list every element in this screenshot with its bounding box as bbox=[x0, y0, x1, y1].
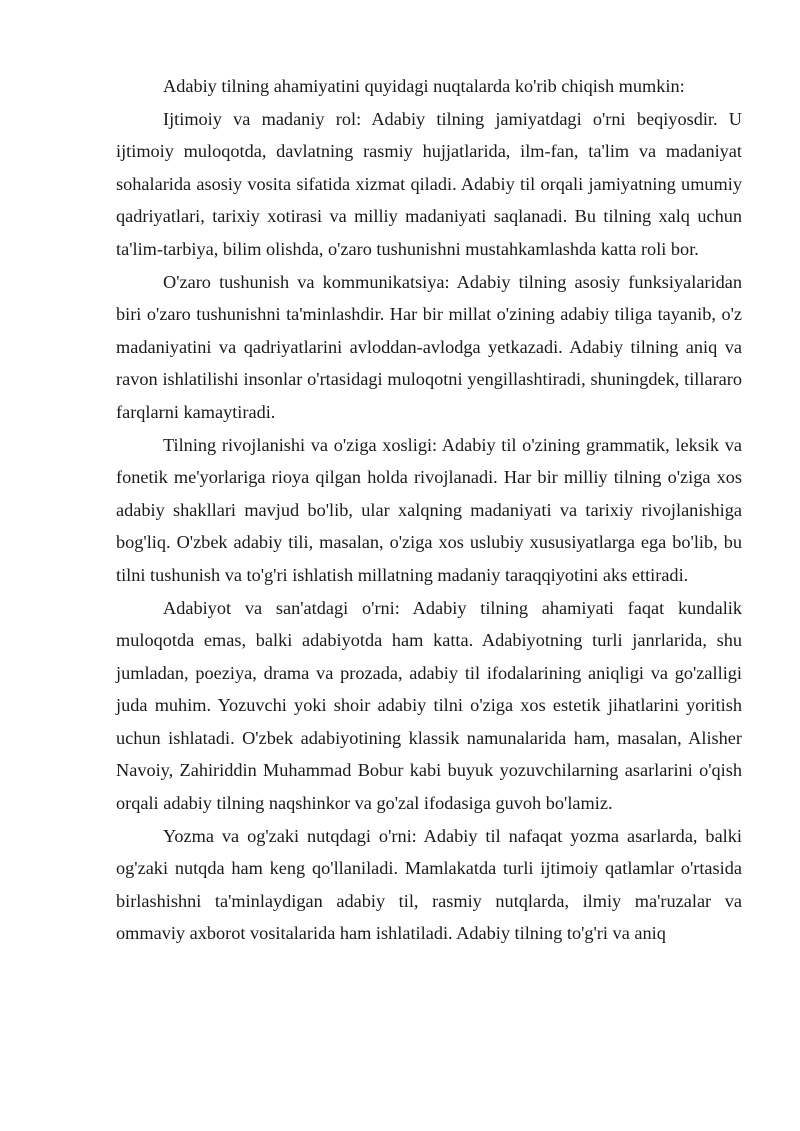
document-page bbox=[116, 70, 742, 950]
paragraph-literature-art: Adabiyot va san'atdagi o'rni: Adabiy tilning ahamiyati faqat kundalik muloqotda emas, balki adabiyotda ham katta. Adabiyotning turli janrlarida, shu jumladan, poeziya, drama va prozada, adabiy til ifodalarining aniqligi va go'zalligi juda muhim. Yozuvchi yoki shoir adabiy tilni o'ziga xos estetik jihatlarini yoritish uchun ishlatadi. O'zbek adabiyotining klassik namunalarida ham, masalan, Alisher Navoiy, Zahiriddin Muhammad Bobur kabi buyuk yozuvchilarning asarlarini o'qish orqali adabiy tilning naqshinkor va go'zal ifodasiga guvoh bo'lamiz. bbox=[116, 597, 742, 814]
paragraph-intro: Adabiy tilning ahamiyatini quyidagi nuqtalarda ko'rib chiqish mumkin: bbox=[163, 76, 685, 96]
paragraph-language-development: Tilning rivojlanishi va o'ziga xosligi: Adabiy til o'zining grammatik, leksik va fonetik me'yorlariga rioya qilgan holda rivojlanadi. Har bir milliy tilning o'ziga xos adabiy shakllari mavjud bo'lib, ular xalqning madaniyati va tarixiy rivojlanishiga bog'liq. O'zbek adabiy tili, masalan, o'ziga xos uslubiy xususiyatlarga ega bo'lib, bu tilni tushunish va to'g'ri ishlatish millatning madaniy taraqqiyotini aks ettiradi. bbox=[116, 434, 742, 585]
paragraph-mutual-understanding: O'zaro tushunish va kommunikatsiya: Adabiy tilning asosiy funksiyalaridan biri o'zaro tushunishni ta'minlashdir. Har bir millat o'zining adabiy tiliga tayanib, o'z madaniyatini va qadriyatlarini avloddan-avlodga yetkazadi. Adabiy tilning aniq va ravon ishlatilishi insonlar o'rtasidagi muloqotni yengillashtiradi, shuningdek, tillararo farqlarni kamaytiradi. bbox=[116, 271, 742, 422]
paragraph-social-cultural-role: Ijtimoiy va madaniy rol: Adabiy tilning jamiyatdagi o'rni beqiyosdir. U ijtimoiy muloqotda, davlatning rasmiy hujjatlarida, ilm-fan, ta'lim va madaniyat sohalarida asosiy vosita sifatida xizmat qiladi. Adabiy til orqali jamiyatning umumiy qadriyatlari, tarixiy xotirasi va milliy madaniyati saqlanadi. Bu tilning xalq uchun ta'lim-tarbiya, bilim olishda, o'zaro tushunishni mustahkamlashda katta roli bor. bbox=[116, 108, 742, 259]
paragraph-written-oral-speech: Yozma va og'zaki nutqdagi o'rni: Adabiy til nafaqat yozma asarlarda, balki og'zaki nutqda ham keng qo'llaniladi. Mamlakatda turli ijtimoiy qatlamlar o'rtasida birlashishni ta'minlaydigan adabiy til, rasmiy nutqlarda, ilmiy ma'ruzalar va ommaviy axborot vositalarida ham ishlatiladi. Adabiy tilning to'g'ri va aniq bbox=[116, 825, 742, 944]
